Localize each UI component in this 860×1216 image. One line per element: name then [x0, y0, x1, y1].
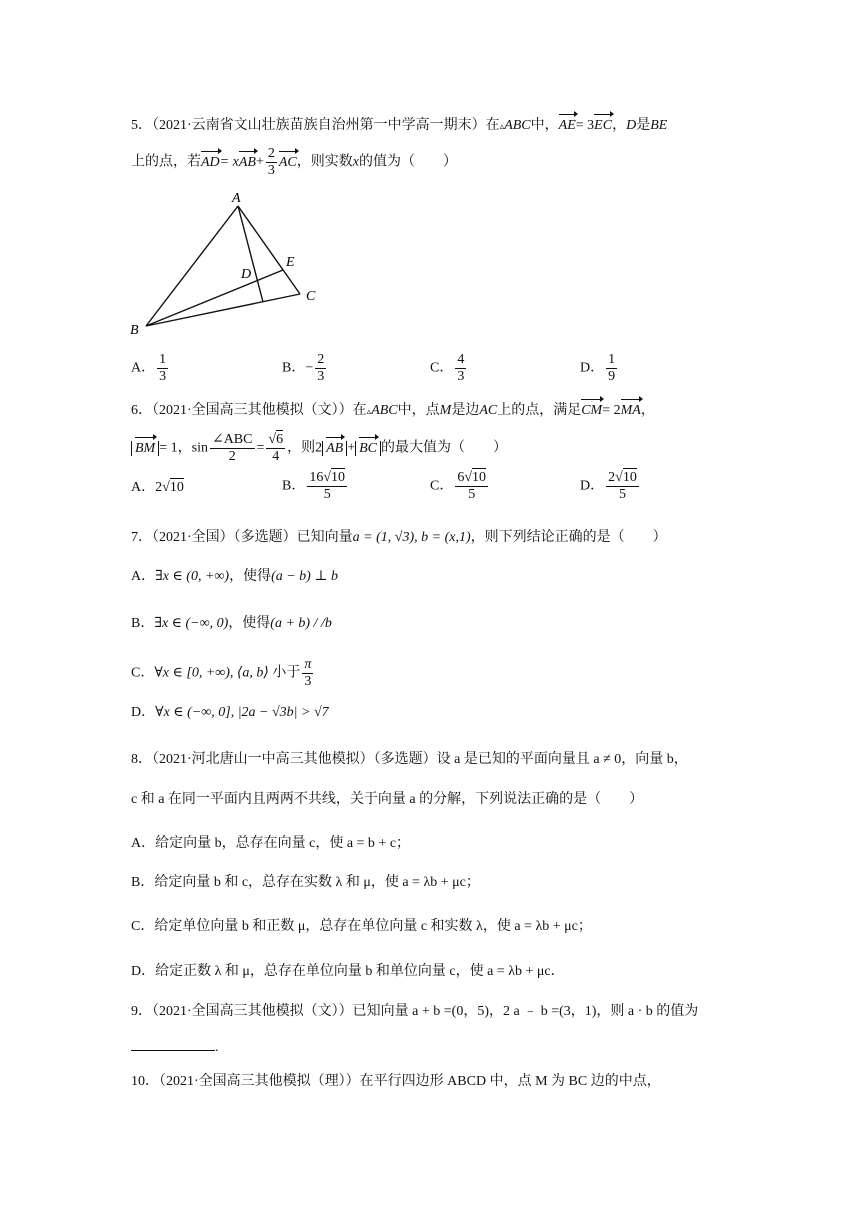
q10-line-1: 10．（2021·全国高三其他模拟（理））在平行四边形 ABCD 中，点 M 为 BC 边的中点， — [131, 1074, 661, 1089]
q5-option-c: C． $\frac{4}{3}$ — [430, 352, 465, 384]
q6-source: （2021·全国高三其他模拟（文）） — [152, 403, 353, 418]
q6-number: 6． — [131, 403, 152, 418]
q5-vec-ad: AD — [201, 149, 220, 173]
q6-vec-bc: BC — [359, 435, 377, 459]
q5-triangle-figure — [128, 186, 328, 336]
q7-option-b: B．∃x ∈ (−∞, 0)，使得(a + b) / /b — [131, 616, 332, 631]
segment-bc — [146, 294, 300, 326]
q5-option-d: D． $\frac{1}{9}$ — [580, 352, 616, 384]
q8-option-d: D．给定正数 λ 和 μ，总存在单位向量 b 和单位向量 c，使 a = λb + μc． — [131, 964, 565, 979]
label-b: B — [130, 323, 139, 336]
q9-line-1: 9．（2021·全国高三其他模拟（文））已知向量 a + b =(0，5)，2 a ﹣ b =(3，1)，则 a · b 的值为 — [131, 1004, 699, 1019]
q8-option-a: A．给定向量 b，总存在向量 c，使 a = b + c； — [131, 836, 411, 851]
label-e: E — [286, 255, 295, 270]
q7-source: （2021·全国）（多选题） — [152, 530, 297, 545]
q9-answer-blank — [131, 1036, 215, 1051]
q6-vec-ab: AB — [326, 435, 343, 459]
label-d: D — [241, 267, 252, 282]
q9-source: （2021·全国高三其他模拟（文）） — [152, 1004, 353, 1019]
q8-line-2: c 和 a 在同一平面内且两两不共线，关于向量 a 的分解，下列说法正确的是（ ） — [131, 792, 644, 807]
label-c: C — [306, 289, 316, 304]
segment-ab — [146, 206, 238, 326]
q7-option-c: C．∀x ∈ [0, +∞), ⟨a, b⟩ 小于 $\frac{\pi}{3}$ — [131, 657, 312, 689]
q8-source: （2021·河北唐山一中高三其他模拟）（多选题） — [152, 752, 437, 767]
q8-option-c: C．给定单位向量 b 和正数 μ，总存在单位向量 c 和实数 λ，使 a = λb + μc； — [131, 919, 592, 934]
q5-vec-ec: EC — [594, 112, 612, 136]
q5-option-b: B．− $\frac{2}{3}$ — [282, 352, 325, 384]
q7-line-1: 7．（2021·全国）（多选题）已知向量a = (1, √3), b = (x,1)，则下列结论正确的是（ ） — [131, 530, 667, 545]
q9-line-2: . — [131, 1036, 219, 1058]
q5-number: 5． — [131, 118, 152, 133]
q6-line-2: BM = 1，sin $\frac{\text{∠ABC}}{2}$ = $\frac{√6}{4}$ ，则2 AB + BC 的最大值为（ ） — [131, 432, 507, 465]
q8-option-b: B．给定向量 b 和 c，总存在实数 λ 和 μ，使 a = λb + μc； — [131, 875, 480, 890]
q5-option-a: A． $\frac{1}{3}$ — [131, 352, 167, 384]
q6-option-b: B． $\frac{16√10}{5}$ — [282, 470, 346, 502]
q5-source: （2021·云南省文山壮族苗族自治州第一中学高一期末） — [152, 118, 486, 133]
q7-number: 7． — [131, 530, 152, 545]
q5-vec-ae: AE — [559, 112, 576, 136]
q6-vec-ma: MA — [621, 397, 641, 421]
q5-vec-ac: AC — [279, 149, 297, 173]
q7-option-d: D．∀x ∈ (−∞, 0], |2a − √3b| > √7 — [131, 705, 329, 720]
q5-fraction: $\frac{2}{3}$ — [267, 146, 275, 178]
q10-number: 10． — [131, 1074, 159, 1089]
q8-number: 8． — [131, 752, 152, 767]
q6-option-d: D． $\frac{2√10}{5}$ — [580, 470, 637, 502]
q6-vec-bm: BM — [135, 435, 155, 459]
q7-option-a: A．∃x ∈ (0, +∞)，使得(a − b) ⊥ b — [131, 569, 338, 584]
q5-line-1: 5．（2021·云南省文山壮族苗族自治州第一中学高一期末）在▵ABC中，AE= 3EC，D是BE — [131, 112, 667, 136]
q5-vec-ab: AB — [239, 149, 256, 173]
label-a: A — [232, 191, 241, 206]
q9-number: 9． — [131, 1004, 152, 1019]
q6-option-c: C． $\frac{6√10}{5}$ — [430, 470, 487, 502]
q8-line-1: 8．（2021·河北唐山一中高三其他模拟）（多选题）设 a 是已知的平面向量且 a ≠ 0，向量 b， — [131, 752, 688, 767]
q6-option-a: A．2√10 — [131, 480, 184, 495]
q6-vec-cm: CM — [581, 397, 602, 421]
q10-source: （2021·全国高三其他模拟（理）） — [159, 1074, 360, 1089]
q5-triangle: ABC — [504, 118, 531, 133]
q5-line-2: 上的点，若AD= xAB+ $\frac{2}{3}$ AC，则实数x的值为（ ） — [131, 146, 457, 178]
q6-line-1: 6．（2021·全国高三其他模拟（文））在▵ABC中，点M是边AC上的点，满足CM= 2MA， — [131, 397, 655, 421]
